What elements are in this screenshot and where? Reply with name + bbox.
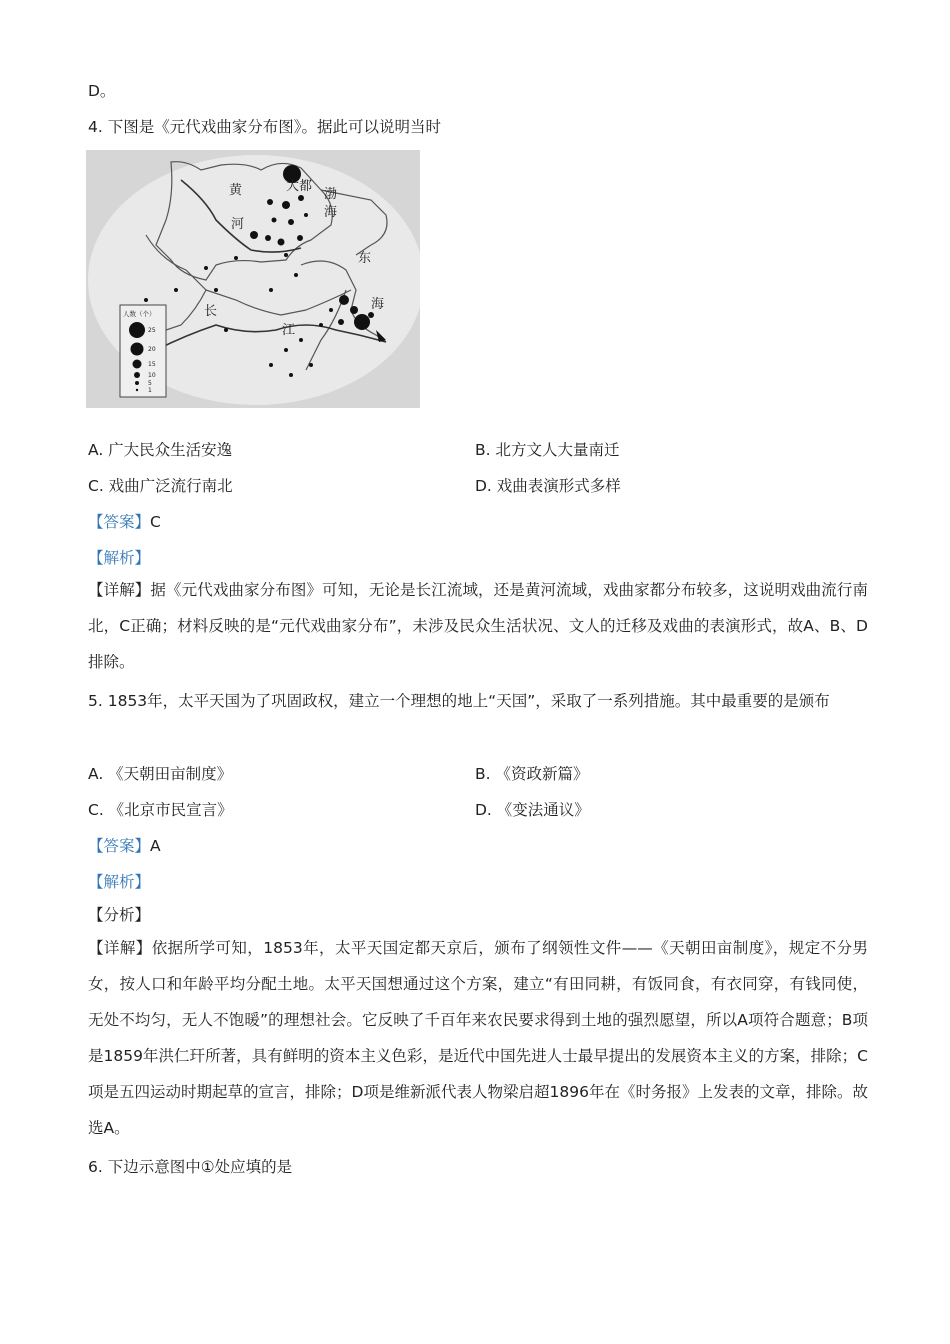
q5-option-c: C. 《北京市民宣言》 — [88, 801, 233, 819]
label-he: 河 — [231, 217, 245, 232]
q4-option-d: D. 戏曲表演形式多样 — [475, 477, 621, 495]
q5-detail: 【详解】依据所学可知，1853年，太平天国定都天京后，颁布了纲领性文件——《天朝田亩制度》，规定不分男女，按人口和年龄平均分配土地。太平天国想通过这个方案，建立“有田同耕，有饭同食，有衣同穿，有钱同使，无处不均匀，无人不饱暖”的理想社会。它反映了千百年来农民要求得到土地的强烈愿望，所以A项符合题意；B项是1859年洪仁玕所著，具有鲜明的资本主义色彩，是近代中国先进人士最早提出的发展资本主义的方案，排除；C项是五四运动时期起草的宣言，排除；D项是维新派代表人物梁启超1896年在《时务报》上发表的文章，排除。故选A。 — [88, 939, 868, 1137]
q5-fenxi-label: 【分析】 — [88, 906, 151, 924]
label-hai2: 海 — [371, 297, 385, 312]
legend-value: 25 — [148, 327, 156, 334]
label-chang: 长 — [204, 304, 218, 319]
q5-option-b: B. 《资政新篇》 — [475, 765, 589, 783]
q5-analysis-label: 【解析】 — [88, 873, 151, 891]
dot-hangzhou — [354, 314, 370, 330]
legend-value: 10 — [148, 372, 156, 379]
map-legend — [120, 305, 166, 397]
q6-stem: 6. 下边示意图中①处应填的是 — [88, 1158, 293, 1176]
label-bo: 渤 — [324, 187, 338, 202]
q4-answer-row — [88, 512, 161, 532]
legend-title: 人数（个） — [123, 310, 156, 318]
answer-value: A — [150, 837, 161, 855]
yuan-opera-map — [86, 150, 420, 408]
label-dadu: 大都 — [286, 179, 313, 194]
q4-detail: 【详解】据《元代戏曲家分布图》可知，无论是长江流域，还是黄河流域，戏曲家都分布较多，这说明戏曲流行南北，C正确；材料反映的是“元代戏曲家分布”，未涉及民众生活状况、文人的迁移及戏曲的表演形式，故A、B、D排除。 — [88, 581, 868, 671]
q5-answer-row — [88, 836, 161, 856]
q4-option-b: B. 北方文人大量南迁 — [475, 441, 620, 459]
q4-option-c: C. 戏曲广泛流行南北 — [88, 477, 233, 495]
q5-option-d: D. 《变法通议》 — [475, 801, 590, 819]
q4-option-a: A. 广大民众生活安逸 — [88, 441, 233, 459]
label-dong: 东 — [358, 251, 372, 266]
label-hai: 海 — [324, 205, 338, 220]
q3-tail: D。 — [88, 82, 116, 100]
label-jiang: 江 — [282, 323, 296, 338]
label-huang: 黄 — [229, 183, 243, 198]
q4-analysis-label: 【解析】 — [88, 549, 151, 567]
answer-label: 【答案】 — [88, 513, 151, 531]
answer-value: C — [150, 513, 161, 531]
legend-value: 20 — [148, 346, 156, 353]
legend-value: 5 — [148, 380, 152, 387]
legend-value: 1 — [148, 387, 152, 394]
answer-label: 【答案】 — [88, 837, 151, 855]
legend-value: 15 — [148, 361, 156, 368]
q4-stem: 4. 下图是《元代戏曲家分布图》。据此可以说明当时 — [88, 118, 441, 136]
q5-stem: 5. 1853年，太平天国为了巩固政权，建立一个理想的地上“天国”，采取了一系列措施。其中最重要的是颁布 — [88, 692, 830, 710]
q5-option-a: A. 《天朝田亩制度》 — [88, 765, 233, 783]
